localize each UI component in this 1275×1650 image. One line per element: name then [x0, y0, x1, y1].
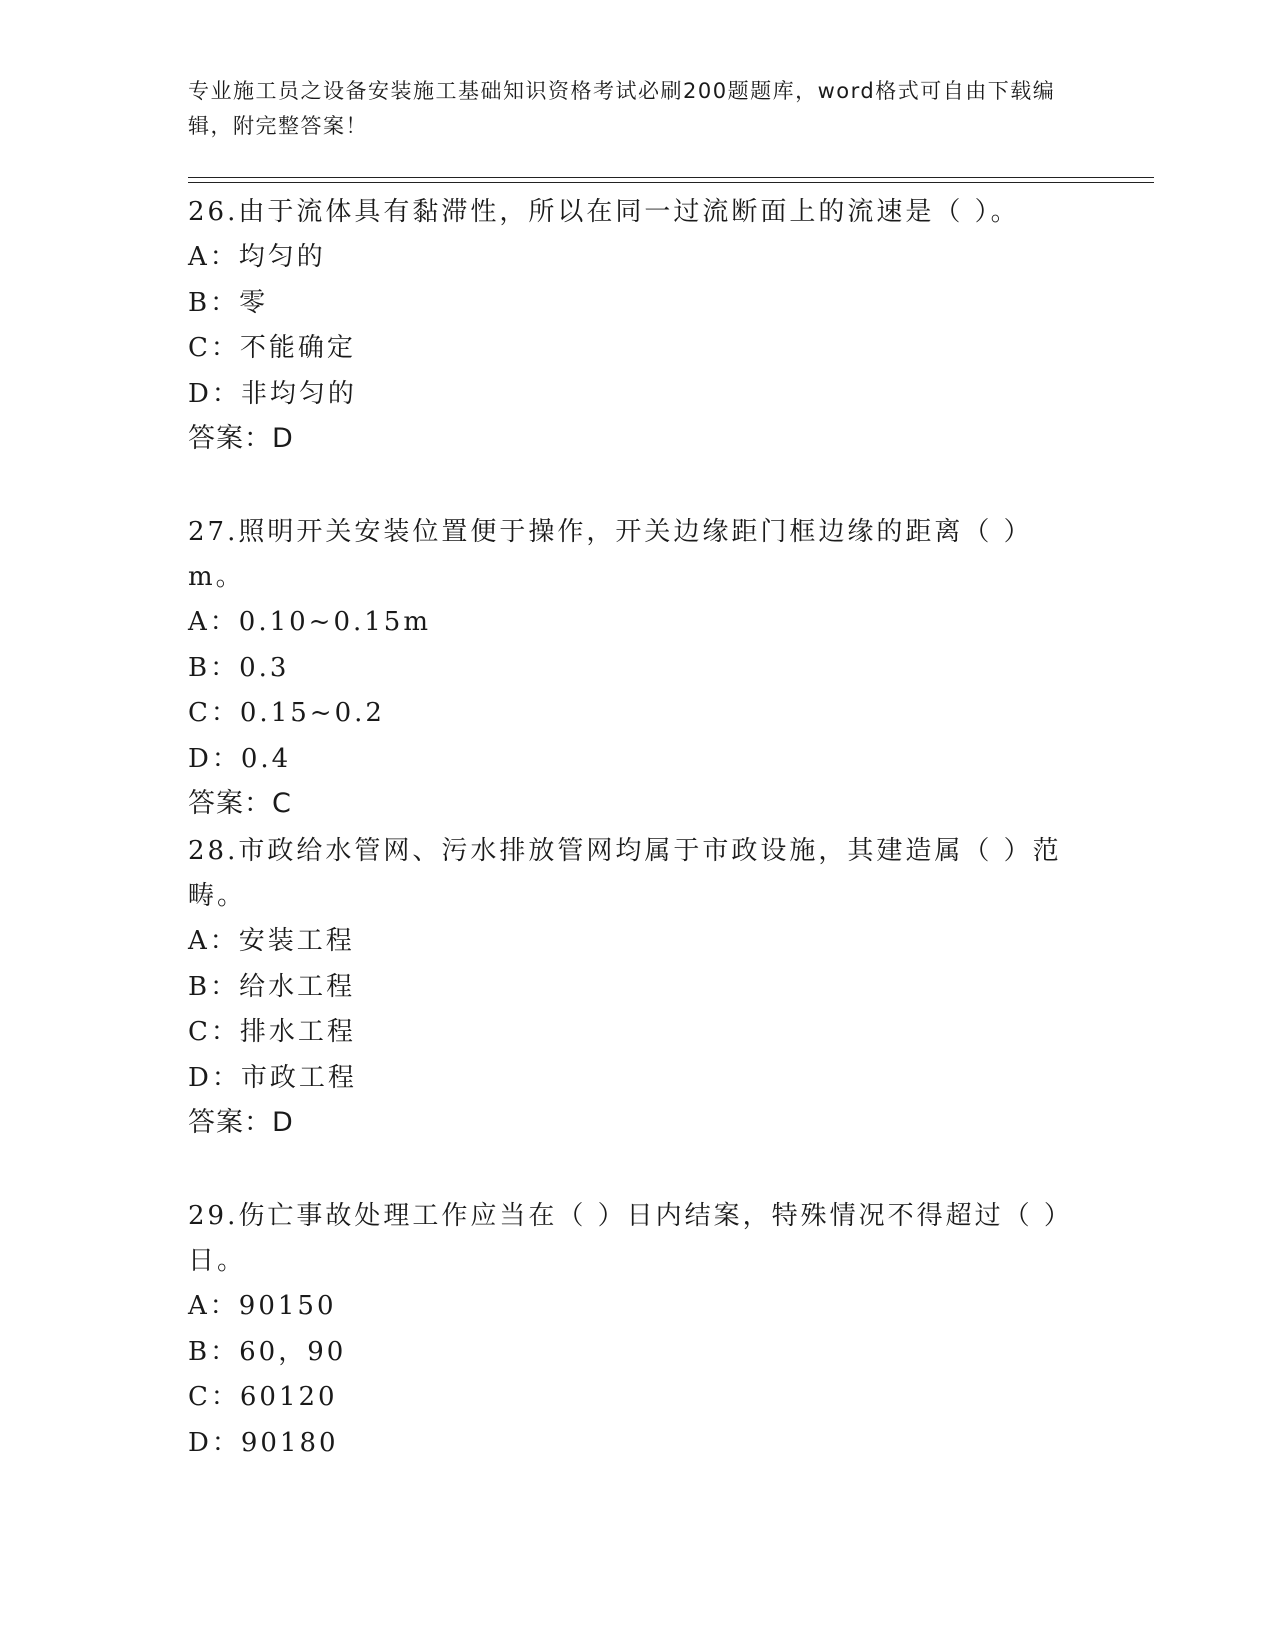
question-29 — [188, 1194, 1068, 1466]
document-header: 专业施工员之设备安装施工基础知识资格考试必刷200题题库，word格式可自由下载编辑，附完整答案！ — [188, 79, 1056, 138]
answer-text: 答案：D — [188, 423, 294, 454]
question-stem: 28.市政给水管网、污水排放管网均属于市政设施，其建造属（ ）范畴。 — [188, 836, 1062, 911]
option-c: C：0.15~0.2 — [188, 698, 385, 728]
question-stem: 26.由于流体具有黏滞性，所以在同一过流断面上的流速是（ ）。 — [188, 197, 1020, 227]
question-stem: 29.伤亡事故处理工作应当在（ ）日内结案，特殊情况不得超过（ ）日。 — [188, 1201, 1060, 1276]
option-b: B：零 — [188, 287, 269, 318]
option-b: B：0.3 — [188, 652, 290, 683]
answer-text: 答案：C — [188, 788, 292, 819]
option-a: A：均匀的 — [188, 242, 326, 272]
option-c: C：排水工程 — [188, 1017, 356, 1047]
question-28 — [188, 829, 1068, 1145]
option-c: C：60120 — [188, 1382, 338, 1412]
option-b: B：60，90 — [188, 1336, 347, 1367]
option-b: B：给水工程 — [188, 971, 356, 1002]
option-d: D：0.4 — [188, 743, 292, 774]
option-d: D：90180 — [188, 1427, 339, 1458]
header-divider-bottom — [188, 182, 1154, 183]
option-d: D：市政工程 — [188, 1062, 357, 1093]
question-stem: 27.照明开关安装位置便于操作，开关边缘距门框边缘的距离（ ）m。 — [188, 517, 1033, 592]
option-d: D：非均匀的 — [188, 378, 357, 409]
question-27 — [188, 510, 1068, 826]
question-26 — [188, 190, 1068, 461]
option-a: A：90150 — [188, 1291, 337, 1321]
option-c: C：不能确定 — [188, 333, 356, 363]
header-divider-top — [188, 177, 1154, 178]
answer-text: 答案：D — [188, 1107, 294, 1138]
option-a: A：0.10~0.15m — [188, 607, 431, 637]
option-a: A：安装工程 — [188, 926, 355, 956]
